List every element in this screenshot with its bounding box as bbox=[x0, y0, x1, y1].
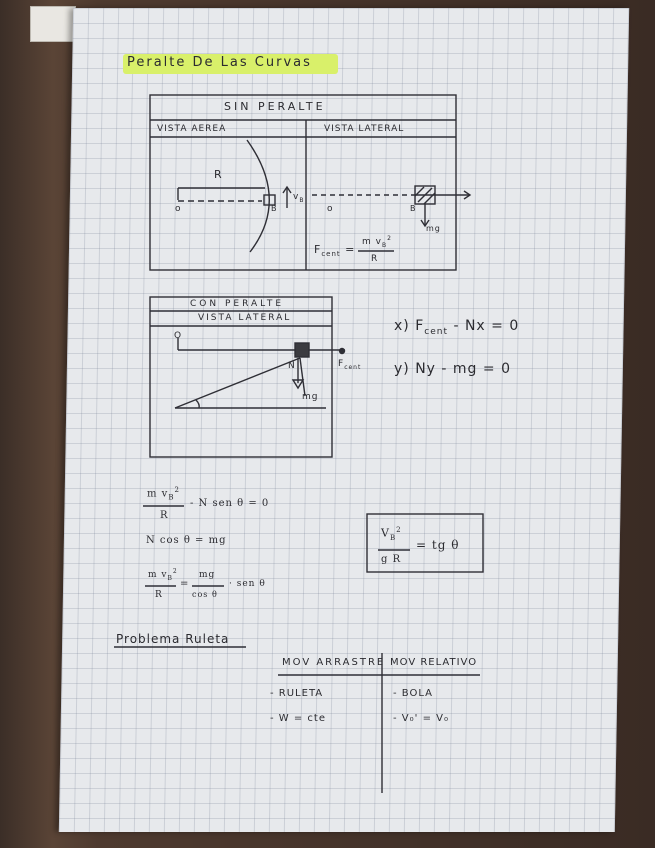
box2-label-fcent: $F_{cent}$ bbox=[338, 359, 362, 371]
box1-fcent-den: R bbox=[371, 254, 379, 264]
problem-title: Problema Ruleta bbox=[116, 632, 230, 646]
box1-col-left: VISTA AEREA bbox=[157, 124, 227, 134]
table-left-row1: - RULETA bbox=[270, 688, 324, 699]
box1-header: SIN PERALTE bbox=[224, 100, 326, 113]
deriv-line3-den: R bbox=[155, 590, 163, 600]
box1-label-o2: o bbox=[327, 204, 334, 214]
table-col-left-header: MOV ARRASTRE bbox=[282, 657, 386, 668]
box1-label-B: B bbox=[271, 204, 278, 213]
deriv-line1-rest: - N sen θ = 0 bbox=[190, 498, 270, 509]
deriv-line2: N cos θ = mg bbox=[146, 535, 227, 546]
box1-label-R: R bbox=[214, 168, 223, 181]
result-rest: = tg θ bbox=[416, 538, 460, 552]
equation-x: x) $F_{cent} - Nx = 0$ bbox=[394, 318, 520, 337]
deriv-line3-mid-den: cos θ bbox=[192, 590, 218, 599]
box2-label-o: O bbox=[174, 331, 183, 341]
equation-y: y) Ny - mg = 0 bbox=[394, 361, 511, 377]
table-left-row2: - W = cte bbox=[270, 713, 326, 724]
box2-force-dot bbox=[340, 349, 345, 354]
page-title: Peralte De Las Curvas bbox=[127, 55, 312, 70]
box1-curve-arc bbox=[247, 140, 269, 252]
deriv-line3-mid-num: mg bbox=[199, 570, 216, 580]
result-num: $V_B^2$ bbox=[381, 526, 402, 542]
box1-fcent-lhs: $F_{cent}$ = bbox=[314, 243, 356, 259]
table-col-right-header: MOV RELATIVO bbox=[390, 657, 478, 668]
box1-label-mg: mg bbox=[426, 224, 441, 233]
box1-label-vb: $v_B$ bbox=[293, 192, 305, 204]
box1-label-B2: B bbox=[410, 204, 417, 213]
box2-incline bbox=[175, 358, 300, 408]
box2-angle-arc bbox=[196, 400, 199, 408]
box2-label-mg: mg bbox=[302, 392, 319, 402]
box1-fcent-num: m $v_B^2$ bbox=[362, 235, 392, 249]
box1-frame bbox=[150, 95, 456, 270]
box2-car bbox=[295, 343, 309, 357]
deriv-line1-num: m $v_B^2$ bbox=[147, 486, 180, 502]
box2-subheader: VISTA LATERAL bbox=[198, 313, 292, 323]
table-right-row1: - BOLA bbox=[393, 688, 433, 699]
table-right-row2: - V₀' = V₀ bbox=[393, 713, 449, 724]
deriv-line3-num: m $v_B^2$ bbox=[148, 568, 178, 582]
deriv-line1-den: R bbox=[160, 510, 169, 521]
box2-label-N: N bbox=[288, 361, 296, 371]
box1-label-o: o bbox=[175, 204, 182, 214]
box2-header: CON PERALTE bbox=[190, 299, 285, 309]
deriv-line3-eq: = bbox=[180, 578, 190, 589]
result-den: g R bbox=[381, 554, 402, 565]
deriv-line3-rest: · sen θ bbox=[229, 579, 266, 589]
box1-col-right: VISTA LATERAL bbox=[324, 124, 405, 134]
